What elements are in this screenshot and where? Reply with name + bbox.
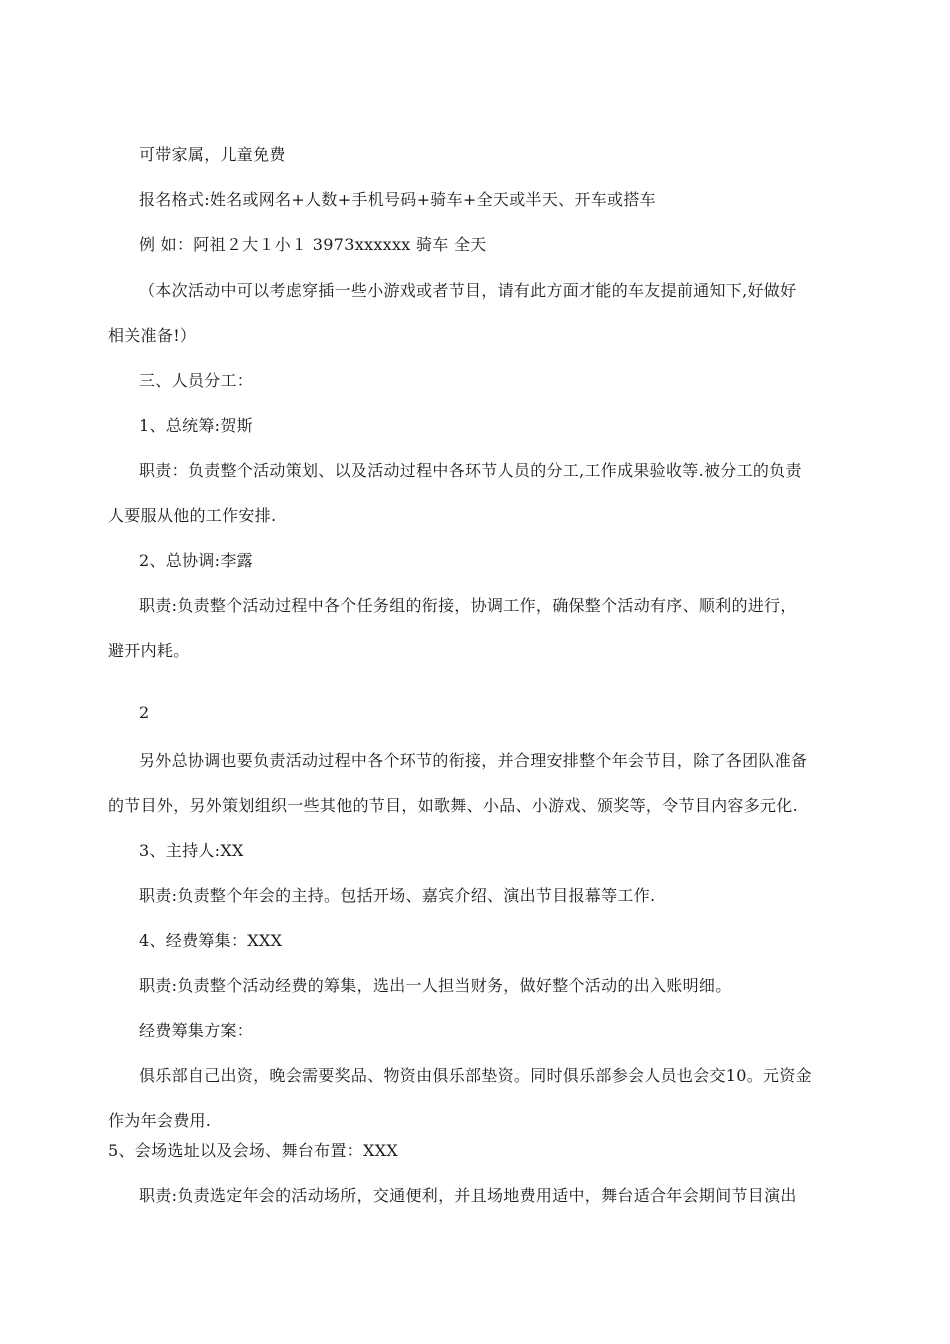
text-line-duty-2-cont: 避开内耗。 [108,641,190,660]
text-line-funding-plan: 经费筹集方案： [139,1021,254,1040]
text-line-coordination: 另外总协调也要负责活动过程中各个环节的衔接，并合理安排整个年会节目，除了各团队准备 [139,751,808,770]
text-line-duty-3: 职责:负责整个年会的主持。包括开场、嘉宾介绍、演出节目报幕等工作. [139,886,656,905]
text-line-coordination-cont: 的节目外，另外策划组织一些其他的节目，如歌舞、小品、小游戏、颁奖等，令节目内容多元化. [108,796,798,815]
text-line-funding-detail: 俱乐部自己出资，晚会需要奖品、物资由俱乐部垫资。同时俱乐部参会人员也会交10。元资金 [139,1066,812,1085]
text-line-duty-1-cont: 人要服从他的工作安排. [108,506,277,525]
text-line-venue: 5、会场选址以及会场、舞台布置：XXX [108,1141,399,1160]
text-line-funding-detail-cont: 作为年会费用. [108,1111,212,1130]
text-line-duty-4: 职责:负责整个活动经费的筹集，选出一人担当财务，做好整个活动的出入账明细。 [139,976,732,995]
text-line-note: （本次活动中可以考虑穿插一些小游戏或者节目，请有此方面才能的车友提前通知下,好做好 [139,281,797,300]
text-line-family: 可带家属，儿童免费 [139,145,286,164]
section-heading-staffing: 三、人员分工： [139,371,254,390]
text-line-signup-format: 报名格式:姓名或网名+人数+手机号码+骑车+全天或半天、开车或搭车 [139,190,656,209]
text-line-funding: 4、经费筹集：XXX [139,931,283,950]
text-line-note-cont: 相关准备!） [108,326,197,345]
text-line-duty-1: 职责：负责整个活动策划、以及活动过程中各环节人员的分工,工作成果验收等.被分工的负责 [139,461,802,480]
page-number: 2 [139,703,150,722]
text-line-duty-5: 职责:负责选定年会的活动场所，交通便利，并且场地费用适中，舞台适合年会期间节目演出 [139,1186,797,1205]
text-line-example: 例 如：阿祖２大１小１ 3973xxxxxx 骑车 全天 [139,235,487,254]
text-line-host: 3、主持人:XX [139,841,244,860]
text-line-coordinator: 2、总协调:李露 [139,551,253,570]
text-line-coordinator-general: 1、总统筹:贺斯 [139,416,253,435]
text-line-duty-2: 职责:负责整个活动过程中各个任务组的衔接，协调工作，确保整个活动有序、顺利的进行， [139,596,797,615]
